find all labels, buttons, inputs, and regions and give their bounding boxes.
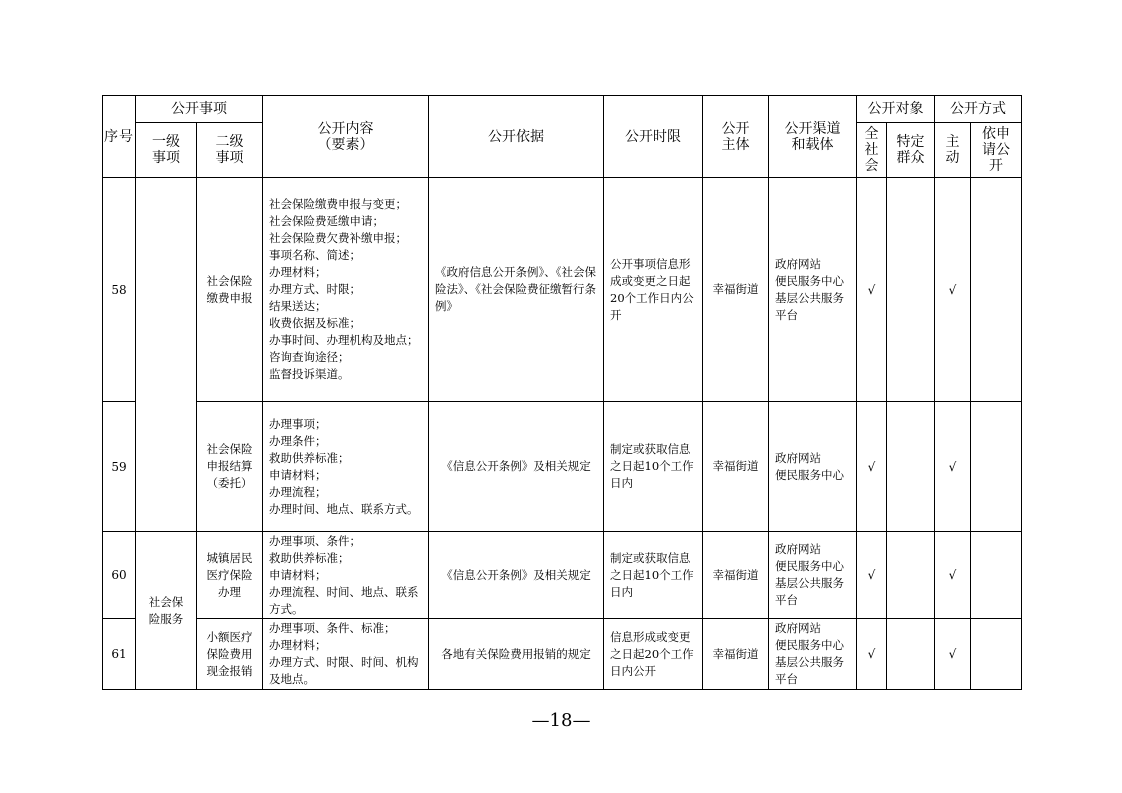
row-subject: 幸福街道 (703, 178, 769, 402)
row-target-specific (887, 402, 935, 532)
header-method-group: 公开方式 (935, 96, 1022, 123)
row-content: 办理事项、条件、标准； 办理材料； 办理方式、时限、时间、机构及地点。 (263, 619, 429, 690)
row-seq: 60 (103, 532, 136, 619)
header-seq: 序号 (103, 96, 136, 178)
row-subject: 幸福街道 (703, 402, 769, 532)
header-subject: 公开 主体 (703, 96, 769, 178)
row-seq: 59 (103, 402, 136, 532)
row-time-limit: 信息形成或变更之日起20个工作日内公开 (604, 619, 703, 690)
row-level2: 小额医疗 保险费用 现金报销 (197, 619, 263, 690)
header-method-active-text: 主动 (945, 134, 960, 166)
row-basis: 各地有关保险费用报销的规定 (429, 619, 604, 690)
row-target-all: √ (857, 619, 887, 690)
row-level2: 社会保险 申报结算 （委托） (197, 402, 263, 532)
table-row (103, 178, 1022, 402)
row-level2: 社会保险 缴费申报 (197, 178, 263, 402)
header-target-group: 公开对象 (857, 96, 935, 123)
row-channel: 政府网站 便民服务中心 基层公共服务 平台 (769, 619, 857, 690)
row-seq: 61 (103, 619, 136, 690)
disclosure-table (102, 95, 1022, 690)
level1-social-insurance: 社会保 险服务 (136, 532, 197, 690)
row-method-request (971, 178, 1022, 402)
row-basis: 《信息公开条例》及相关规定 (429, 532, 604, 619)
row-channel: 政府网站 便民服务中心 基层公共服务 平台 (769, 178, 857, 402)
header-item-group: 公开事项 (136, 96, 263, 123)
row-method-active: √ (935, 619, 971, 690)
row-target-specific (887, 532, 935, 619)
header-method-request (971, 123, 1022, 178)
row-target-all: √ (857, 532, 887, 619)
table-row (103, 619, 1022, 690)
row-channel: 政府网站 便民服务中心 基层公共服务 平台 (769, 532, 857, 619)
row-content: 社会保险缴费申报与变更； 社会保险费延缴申请； 社会保险费欠费补缴申报； 事项名称、简述； 办理材料； 办理方式、时限； 结果送达； 收费依据及标准； 办事时间、办理机构及地点； 咨询查询途径； 监督投诉渠道。 (263, 178, 429, 402)
row-method-request (971, 402, 1022, 532)
header-method-request-text: 依申请公开 (982, 126, 1010, 174)
row-subject: 幸福街道 (703, 619, 769, 690)
table-row (103, 402, 1022, 532)
row-time-limit: 制定或获取信息之日起10个工作日内 (604, 402, 703, 532)
row-target-specific (887, 619, 935, 690)
row-method-active: √ (935, 532, 971, 619)
row-method-request (971, 619, 1022, 690)
row-content: 办理事项； 办理条件； 救助供养标准； 申请材料； 办理流程； 办理时间、地点、联系方式。 (263, 402, 429, 532)
header-channel: 公开渠道 和载体 (769, 96, 857, 178)
header-row-1 (103, 96, 1022, 123)
header-content: 公开内容 （要素） (263, 96, 429, 178)
row-content: 办理事项、条件； 救助供养标准； 申请材料； 办理流程、时间、地点、联系方式。 (263, 532, 429, 619)
row-method-active: √ (935, 178, 971, 402)
header-target-all-text: 全社会 (864, 126, 879, 174)
row-seq: 58 (103, 178, 136, 402)
header-target-specific: 特定 群众 (887, 123, 935, 178)
row-time-limit: 制定或获取信息之日起10个工作日内 (604, 532, 703, 619)
header-level2: 二级 事项 (197, 123, 263, 178)
row-time-limit: 公开事项信息形成或变更之日起20个工作日内公开 (604, 178, 703, 402)
header-level1: 一级 事项 (136, 123, 197, 178)
row-level2: 城镇居民 医疗保险 办理 (197, 532, 263, 619)
row-target-specific (887, 178, 935, 402)
level1-empty-cell (136, 178, 197, 532)
row-target-all: √ (857, 178, 887, 402)
row-basis: 《信息公开条例》及相关规定 (429, 402, 604, 532)
header-target-all (857, 123, 887, 178)
row-method-active: √ (935, 402, 971, 532)
header-time-limit: 公开时限 (604, 96, 703, 178)
header-method-active (935, 123, 971, 178)
row-channel: 政府网站 便民服务中心 (769, 402, 857, 532)
row-subject: 幸福街道 (703, 532, 769, 619)
table-row (103, 532, 1022, 619)
row-method-request (971, 532, 1022, 619)
header-basis: 公开依据 (429, 96, 604, 178)
row-basis: 《政府信息公开条例》、《社会保险法》、《社会保险费征缴暂行条例》 (429, 178, 604, 402)
row-target-all: √ (857, 402, 887, 532)
page-number: —18— (531, 710, 591, 731)
